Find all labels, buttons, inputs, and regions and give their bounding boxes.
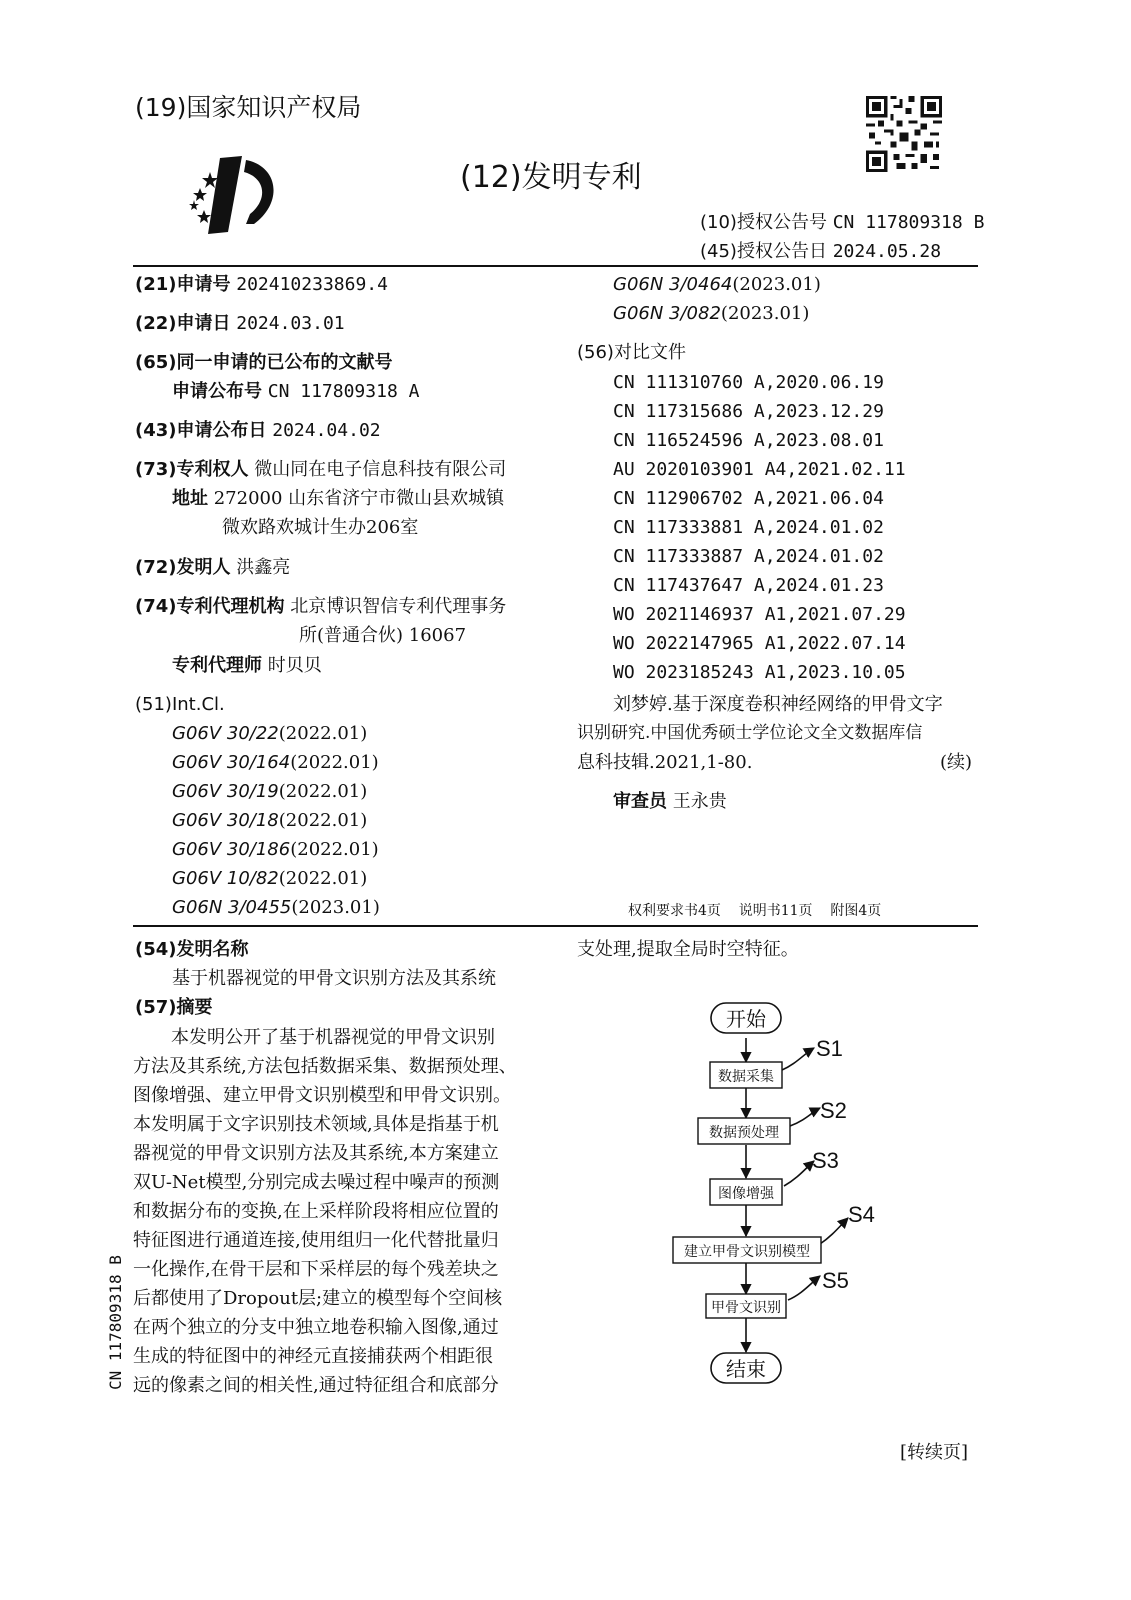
reference-item: AU 2020103901 A4,2021.02.11 [613,459,906,480]
application-date-label: (22)申请日 [135,313,231,334]
step-tag: S5 [822,1268,849,1293]
inventor-label: (72)发明人 [135,557,231,578]
continue-page-mark: [转续页] [900,1442,969,1463]
intcl-version: (2022.01) [278,781,368,802]
intcl-version: (2022.01) [278,810,368,831]
intcl-code: G06V 10/82 [172,868,279,889]
intcl-item [172,777,380,806]
reference-item: WO 2022147965 A1,2022.07.14 [613,633,906,654]
abstract-line: 后都使用了Dropout层;建立的模型每个空间核 [133,1288,503,1309]
reference-item: CN 116524596 A,2023.08.01 [613,430,884,451]
intcl-code: G06V 30/164 [172,752,291,773]
abstract-line: 器视觉的甲骨文识别方法及其系统,本方案建立 [133,1143,499,1164]
issuing-office: (19)国家知识产权局 [135,93,362,122]
abstract-line: 本发明公开了基于机器视觉的甲骨文识别 [171,1027,495,1048]
reference-item: WO 2023185243 A1,2023.10.05 [613,662,906,683]
intcl-label: (51)Int.Cl. [135,694,225,715]
application-number-row [135,270,388,299]
intcl-version: (2023.01) [732,274,821,295]
address-line-1: 272000 山东省济宁市微山县欢城镇 [213,488,505,509]
reference-item: CN 117437647 A,2024.01.23 [613,575,884,596]
abstract-line: 在两个独立的分支中独立地卷积输入图像,通过 [133,1317,499,1338]
address-line-2: 微欢路欢城计生办206室 [222,517,419,538]
side-document-code: CN 117809318 B [106,1255,125,1390]
step-tag: S1 [816,1036,843,1061]
intcl-version: (2022.01) [290,752,379,773]
reference-item: CN 117333881 A,2024.01.02 [613,517,884,538]
agency-line-1: 北京博识智信专利代理事务 [290,596,507,617]
assignee-label: (73)专利权人 [135,459,249,480]
abstract-line: 生成的特征图中的神经元直接捕获两个相距很 [133,1346,493,1367]
publication-number-label: 申请公布号 [172,381,262,402]
step-tag: S3 [812,1148,839,1173]
middle-divider [133,925,978,927]
intcl-item [172,893,380,922]
examiner-row [613,787,727,816]
intcl-version: (2022.01) [278,723,368,744]
invention-title: 基于机器视觉的甲骨文识别方法及其系统 [172,968,496,989]
continued-mark: (续) [940,752,973,773]
grant-number-label: (10)授权公告号 [700,212,827,233]
flowchart [684,1007,928,1430]
reference-item: CN 111310760 A,2020.06.19 [613,372,884,393]
document-kind: (12)发明专利 [460,160,642,195]
intcl-item [172,719,380,748]
publication-date-row [135,416,381,445]
publication-date: 2024.04.02 [272,420,381,441]
top-divider [133,265,978,267]
intcl-item [613,299,821,328]
examiner: 王永贵 [672,791,727,812]
page-counts: 权利要求书4页 说明书11页 附图4页 [628,903,882,919]
literature-line-1: 刘梦婷.基于深度卷积神经网络的甲骨文字 [613,694,943,715]
literature-line-3: 息科技辑.2021,1-80. [577,752,753,773]
intcl-version: (2023.01) [291,897,380,918]
step-tag: S4 [848,1202,875,1227]
intcl-version: (2022.01) [290,839,379,860]
intcl-code: G06N 3/0464 [613,274,733,295]
cnipa-logo [180,150,288,238]
abstract-line: 特征图进行通道连接,使用组归一化代替批量归 [133,1230,499,1251]
step-label: 数据预处理 [709,1125,779,1141]
abstract-line: 图像增强、建立甲骨文识别模型和甲骨文识别。 [133,1085,511,1106]
step-label: 数据采集 [718,1069,774,1085]
application-number-label: (21)申请号 [135,274,231,295]
intcl-continued [613,270,821,328]
qr-code [866,96,942,172]
intcl-version: (2023.01) [720,303,810,324]
publication-number-row [172,377,419,406]
abstract-line: 和数据分布的变换,在上采样阶段将相应位置的 [133,1201,499,1222]
agency-line-2: 所(普通合伙) 16067 [299,625,467,646]
grant-number: CN 117809318 B [832,212,985,233]
application-date-row [135,309,345,338]
grant-date: 2024.05.28 [832,241,942,262]
reference-item: CN 117333887 A,2024.01.02 [613,546,884,567]
grant-number-row [700,208,984,237]
abstract-body [133,1023,543,1400]
reference-item: WO 2021146937 A1,2021.07.29 [613,604,906,625]
intcl-code: G06N 3/082 [613,303,721,324]
abstract-line: 双U-Net模型,分别完成去噪过程中噪声的预测 [133,1172,500,1193]
literature-line-2: 识别研究.中国优秀硕士学位论文全文数据库信 [577,723,923,743]
examiner-label: 审查员 [613,791,667,812]
step-label: 图像增强 [718,1186,774,1202]
abstract-label: (57)摘要 [135,997,213,1018]
inventor-row [135,553,290,582]
intcl-item [172,835,380,864]
abstract-line: 本发明属于文字识别技术领域,具体是指基于机 [133,1114,499,1135]
agency-label: (74)专利代理机构 [135,596,285,617]
step-label: 甲骨文识别 [711,1300,781,1316]
references-label: (56)对比文件 [577,342,686,363]
intcl-item [613,270,821,299]
assignee-row [135,455,506,484]
intcl-version: (2022.01) [278,868,368,889]
intcl-code: G06V 30/19 [172,781,279,802]
intcl-list [172,719,380,922]
intcl-item [172,748,380,777]
publication-date-label: (43)申请公布日 [135,420,267,441]
intcl-code: G06V 30/186 [172,839,291,860]
agent: 时贝贝 [267,655,322,676]
abstract-line: 远的像素之间的相关性,通过特征组合和底部分 [133,1375,499,1396]
prior-publication-label: (65)同一申请的已公布的文献号 [135,352,393,373]
agent-row [172,651,322,680]
step-label: 建立甲骨文识别模型 [684,1244,810,1260]
agency-row [135,592,506,621]
application-date: 2024.03.01 [236,313,345,334]
intcl-item [172,864,380,893]
reference-item: CN 112906702 A,2021.06.04 [613,488,884,509]
abstract-line: 一化操作,在骨干层和下采样层的每个残差块之 [133,1259,499,1280]
intcl-code: G06V 30/22 [172,723,279,744]
abstract-line: 方法及其系统,方法包括数据采集、数据预处理、 [133,1056,517,1077]
application-number: 202410233869.4 [236,274,388,295]
abstract-continuation: 支处理,提取全局时空特征。 [577,939,799,960]
address-row [172,484,504,513]
intcl-item [172,806,380,835]
end-label: 结束 [726,1357,766,1381]
assignee: 微山同在电子信息科技有限公司 [254,459,507,480]
start-label: 开始 [726,1007,766,1031]
grant-date-row [700,237,941,266]
grant-date-label: (45)授权公告日 [700,241,827,262]
intcl-code: G06V 30/18 [172,810,279,831]
publication-number: CN 117809318 A [267,381,420,402]
step-tag: S2 [820,1098,847,1123]
agent-label: 专利代理师 [172,655,262,676]
reference-item: CN 117315686 A,2023.12.29 [613,401,884,422]
references-list [613,368,906,687]
address-label: 地址 [172,488,208,509]
inventor: 洪鑫亮 [236,557,291,578]
title-label: (54)发明名称 [135,939,249,960]
intcl-code: G06N 3/0455 [172,897,292,918]
